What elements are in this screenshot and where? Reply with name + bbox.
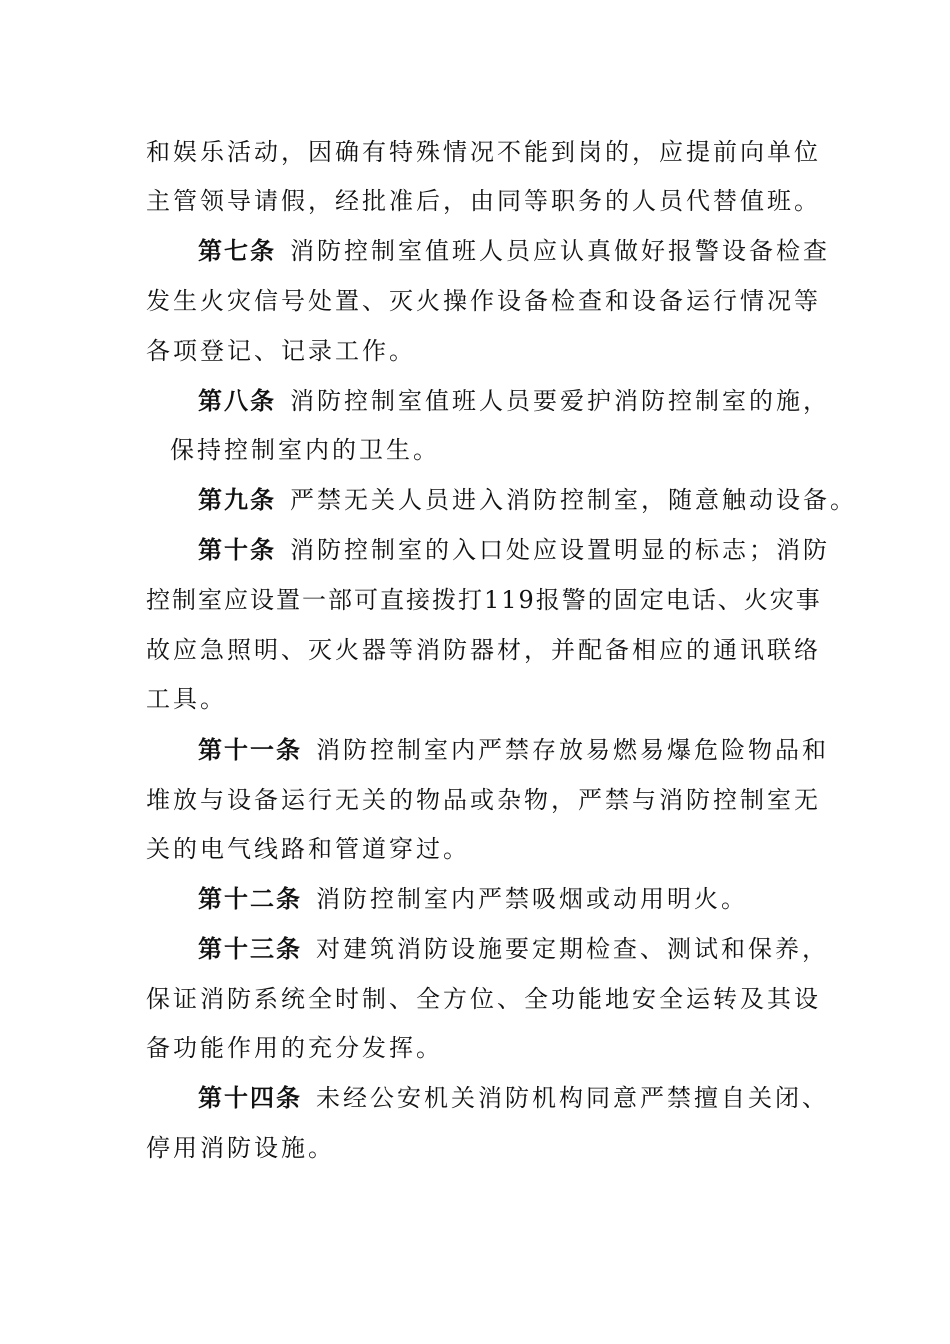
- text-line: [146, 585, 822, 615]
- article-heading: 第九条: [198, 486, 276, 514]
- article-heading: 第十一条: [198, 736, 302, 764]
- line-text: 严禁无关人员进入消防控制室，随意触动设备。: [290, 486, 857, 514]
- line-text: 堆放与设备运行无关的物品或杂物，严禁与消防控制室无: [146, 786, 821, 814]
- text-line: [146, 137, 821, 167]
- line-text: 保持控制室内的卫生。: [170, 436, 440, 464]
- article-14: [198, 1083, 829, 1113]
- line-text: 控制室应设置一部可直接拨打119报警的固定电话、火灾事: [146, 586, 822, 614]
- line-text: 主管领导请假，经批准后，由同等职务的人员代替值班。: [146, 187, 821, 215]
- text-line: [146, 785, 821, 815]
- text-line: [170, 435, 440, 465]
- article-10: [198, 535, 830, 565]
- article-heading: 第八条: [198, 387, 276, 415]
- line-text: 消防控制室值班人员要爱护消防控制室的施，: [290, 387, 830, 415]
- line-text: 发生火灾信号处置、灭火操作设备检查和设备运行情况等: [146, 287, 821, 315]
- text-line: [146, 286, 821, 316]
- line-text: 保证消防系统全时制、全方位、全功能地安全运转及其设: [146, 985, 821, 1013]
- line-text: 和娱乐活动，因确有特殊情况不能到岗的，应提前向单位: [146, 138, 821, 166]
- text-line: [146, 186, 821, 216]
- line-text: 消防控制室内严禁存放易燃易爆危险物品和: [316, 736, 829, 764]
- text-line: [146, 684, 227, 714]
- text-line: [146, 1133, 335, 1163]
- article-heading: 第十三条: [198, 935, 302, 963]
- text-line: [146, 1033, 443, 1063]
- line-text: 消防控制室的入口处应设置明显的标志；消防: [290, 536, 830, 564]
- article-heading: 第十条: [198, 536, 276, 564]
- article-12: [198, 884, 748, 914]
- text-line: [146, 635, 821, 665]
- line-text: 对建筑消防设施要定期检查、测试和保养，: [316, 935, 829, 963]
- article-heading: 第十四条: [198, 1084, 302, 1112]
- line-text: 故应急照明、灭火器等消防器材，并配备相应的通讯联络: [146, 636, 821, 664]
- line-text: 消防控制室值班人员应认真做好报警设备检查: [290, 237, 830, 265]
- article-heading: 第七条: [198, 237, 276, 265]
- line-text: 未经公安机关消防机构同意严禁擅自关闭、: [316, 1084, 829, 1112]
- line-text: 关的电气线路和管道穿过。: [146, 835, 470, 863]
- article-11: [198, 735, 829, 765]
- article-13: [198, 934, 829, 964]
- line-text: 备功能作用的充分发挥。: [146, 1034, 443, 1062]
- text-line: [146, 336, 416, 366]
- line-text: 各项登记、记录工作。: [146, 337, 416, 365]
- article-7: [198, 236, 830, 266]
- article-9: [198, 485, 857, 515]
- line-text: 工具。: [146, 685, 227, 713]
- line-text: 停用消防设施。: [146, 1134, 335, 1162]
- text-line: [146, 834, 470, 864]
- article-heading: 第十二条: [198, 885, 302, 913]
- text-line: [146, 984, 821, 1014]
- line-text: 消防控制室内严禁吸烟或动用明火。: [316, 885, 748, 913]
- article-8: [198, 386, 830, 416]
